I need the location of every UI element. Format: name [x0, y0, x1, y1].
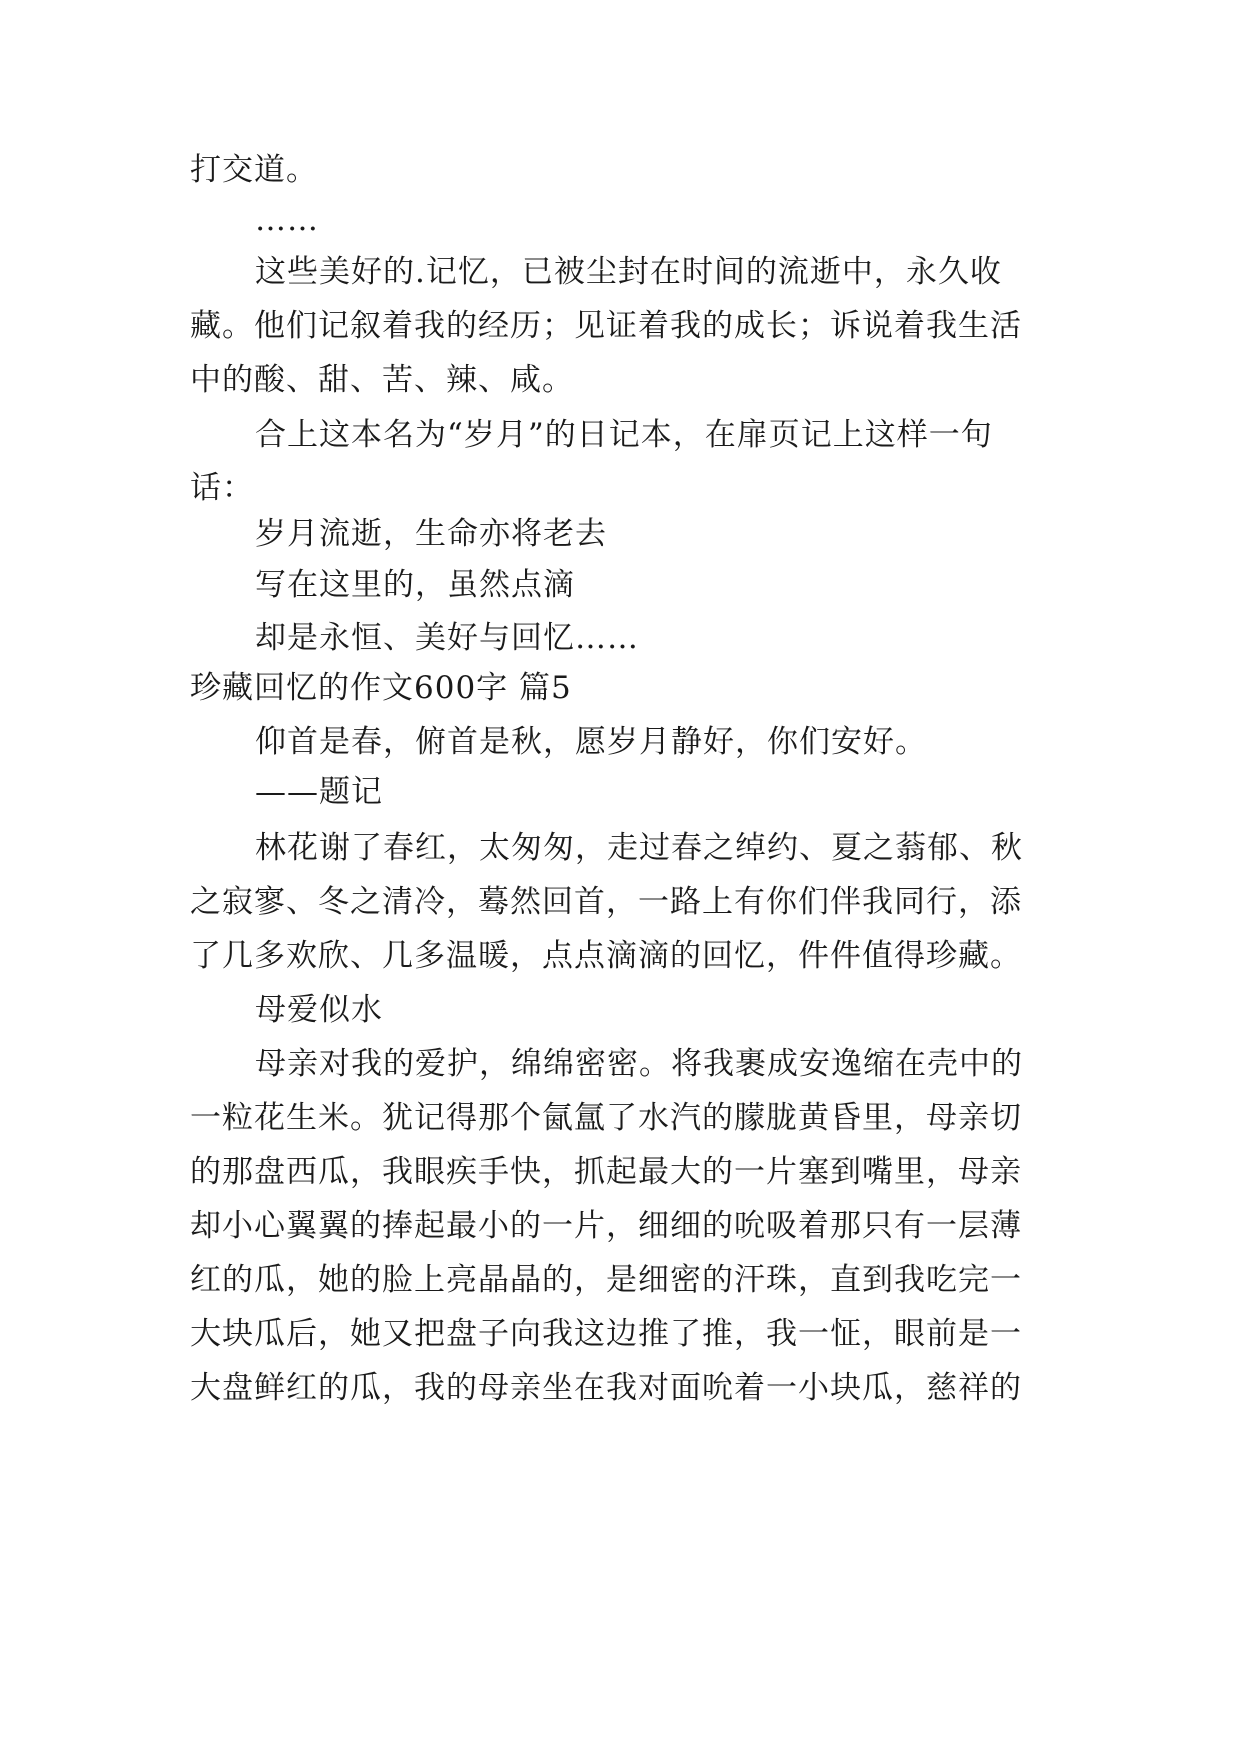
poem-line: 却是永恒、美好与回忆…… — [255, 620, 639, 656]
section-heading: 珍藏回忆的作文600字 篇5 — [190, 670, 572, 706]
paragraph-line: 大块瓜后，她又把盘子向我这边推了推，我一怔，眼前是一 — [190, 1316, 1022, 1352]
epigraph-attribution: ——题记 — [255, 774, 383, 810]
paragraph-line: 藏。他们记叙着我的经历；见证着我的成长；诉说着我生活 — [190, 308, 1022, 344]
paragraph-line: 仰首是春，俯首是秋，愿岁月静好，你们安好。 — [255, 724, 927, 760]
ellipsis-line: …… — [255, 202, 319, 238]
paragraph-line: 这些美好的.记忆，已被尘封在时间的流逝中，永久收 — [255, 254, 1002, 290]
text-line: 打交道。 — [190, 152, 318, 188]
paragraph-line: 合上这本名为“岁月”的日记本，在扉页记上这样一句 — [255, 417, 993, 453]
paragraph-line: 之寂寥、冬之清冷，蓦然回首，一路上有你们伴我同行，添 — [190, 884, 1022, 920]
paragraph-line: 大盘鲜红的瓜，我的母亲坐在我对面吮着一小块瓜，慈祥的 — [190, 1370, 1022, 1406]
paragraph-line: 却小心翼翼的捧起最小的一片，细细的吮吸着那只有一层薄 — [190, 1208, 1022, 1244]
paragraph-line: 母亲对我的爱护，绵绵密密。将我裹成安逸缩在壳中的 — [255, 1046, 1023, 1082]
paragraph-line: 一粒花生米。犹记得那个氤氲了水汽的朦胧黄昏里，母亲切 — [190, 1100, 1022, 1136]
subheading: 母爱似水 — [255, 992, 383, 1028]
paragraph-line: 话： — [190, 470, 254, 506]
poem-line: 写在这里的，虽然点滴 — [255, 567, 575, 603]
paragraph-line: 林花谢了春红，太匆匆，走过春之绰约、夏之蓊郁、秋 — [255, 830, 1023, 866]
poem-line: 岁月流逝，生命亦将老去 — [255, 516, 607, 552]
paragraph-line: 红的瓜，她的脸上亮晶晶的，是细密的汗珠，直到我吃完一 — [190, 1262, 1022, 1298]
paragraph-line: 的那盘西瓜，我眼疾手快，抓起最大的一片塞到嘴里，母亲 — [190, 1154, 1022, 1190]
paragraph-line: 了几多欢欣、几多温暖，点点滴滴的回忆，件件值得珍藏。 — [190, 938, 1022, 974]
paragraph-line: 中的酸、甜、苦、辣、咸。 — [190, 362, 574, 398]
